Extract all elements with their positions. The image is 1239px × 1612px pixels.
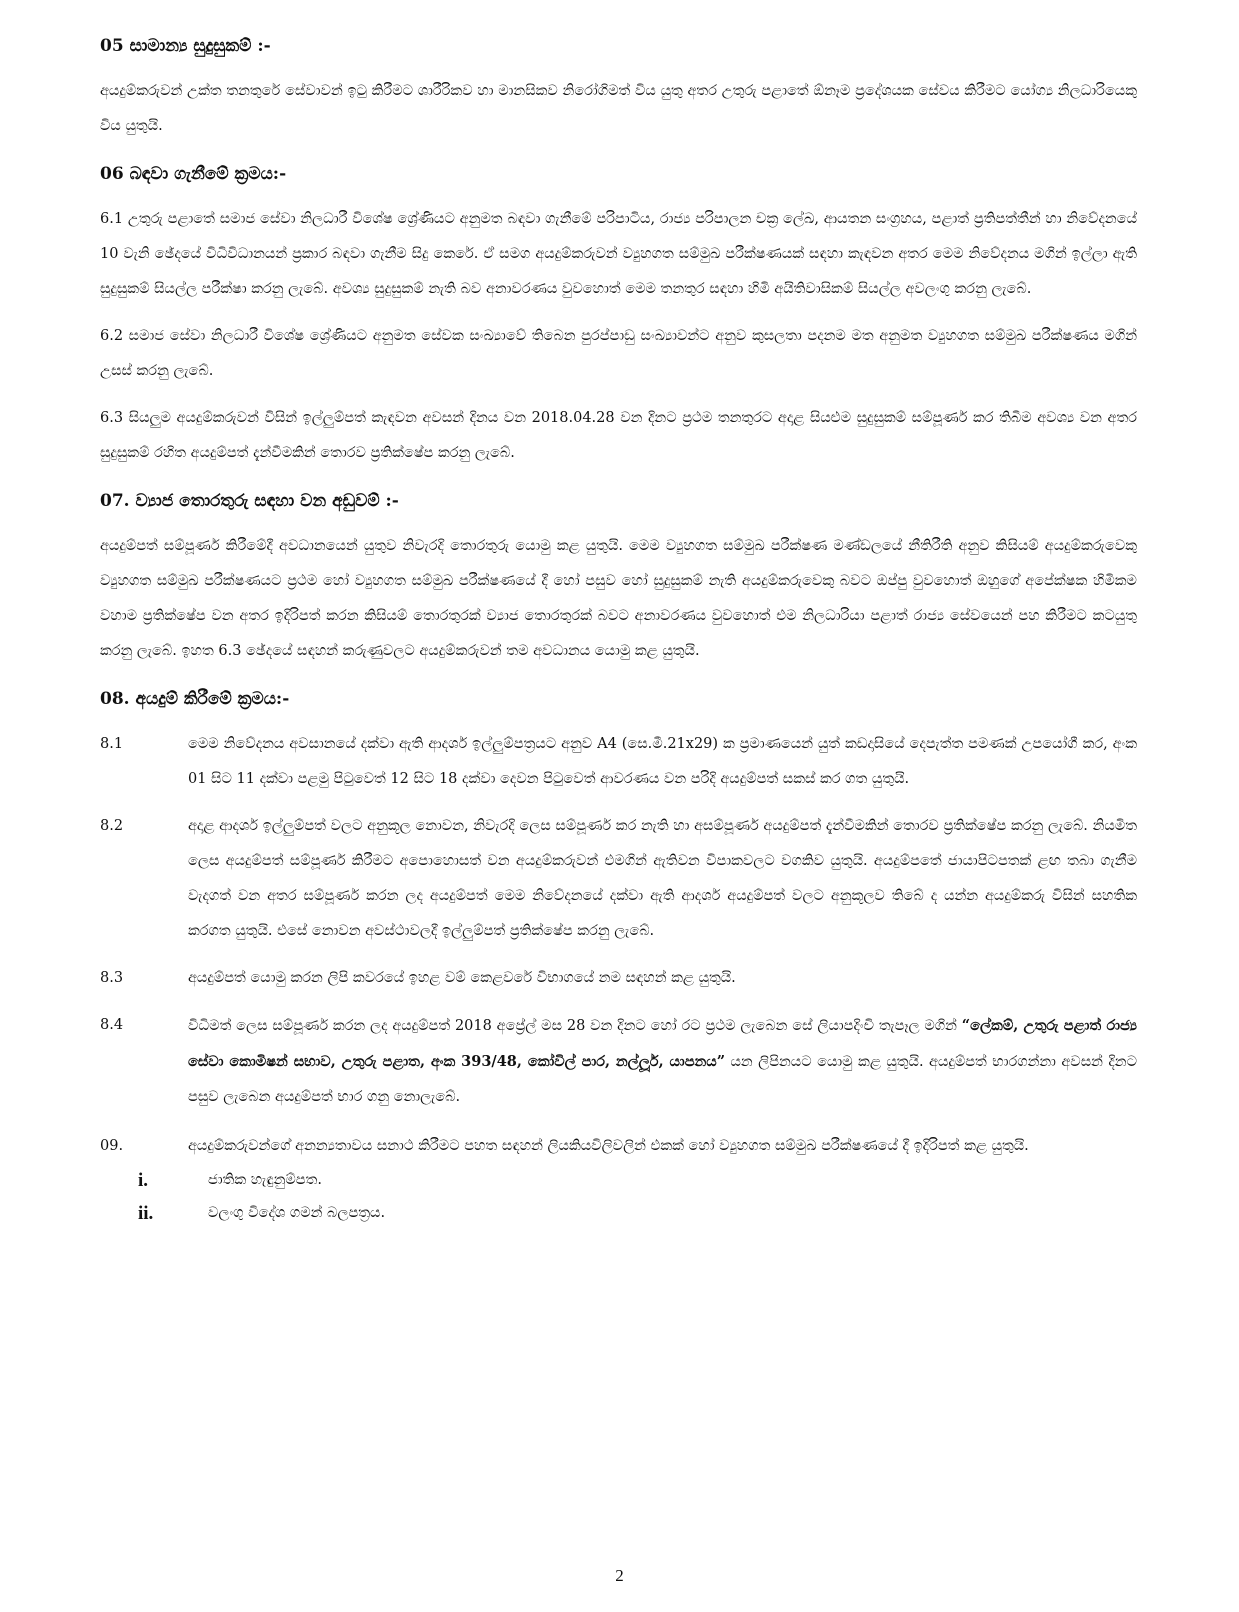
section-08-3-text: අයදුම්පත් යොමු කරන ලිපි කවරයේ ඉහළ වම් කෙළවරේ විභාගයේ නම සඳහන් කළ යුතුයි.: [188, 970, 736, 986]
section-08-4-text: [188, 1008, 1137, 1115]
section-08-1: [100, 727, 1137, 797]
section-06-2-paragraph: 6.2 සමාජ සේවා නිලධාරී විශේෂ ශ්‍රේණියට අනුමත සේවක සංඛ්‍යාවේ තිබෙන පුරප්පාඩු සංඛ්‍යාවන්ට අනුව කුසලතා පදනම මත අනුමත ව්‍යුහගත සම්මුඛ පරීක්ෂණය මගින් උසස් කරනු ලැබේ.: [100, 328, 1137, 379]
document-body: [100, 30, 1137, 1230]
section-08-3-number: 8.3: [100, 970, 124, 986]
list-item-text: ජාතික හැඳුනුම්පත.: [208, 1172, 322, 1188]
section-08-3: [100, 961, 1137, 996]
section-08-4-text-a: විධිමත් ලෙස සම්පූර්ණ කරන ලද අයදුම්පත් 2018 අප්‍රේල් මස 28 වන දිනට හෝ රට ප්‍රථම ලැබෙන සේ ලියාපදිංචි තැපෑල මගින්: [188, 1018, 962, 1034]
section-09-text: අයදුම්කරුවන්ගේ අනන්‍යතාවය සනාථ කිරීමට පහත සඳහන් ලියකියවිලිවලින් එකක් හෝ ව්‍යුහගත සම්මුඛ පරීක්ෂණයේ දී ඉදිරිපත් කළ යුතුයි.: [188, 1138, 1029, 1154]
list-item-numeral: i.: [138, 1170, 149, 1191]
section-08-4-address: “ලේකම්, උතුරු පළාත් රාජ්‍ය සේවා කොමිෂන් සභාව, උතුරු පළාත, අංක 393/48, කෝවිල් පාර, නල්ලූර්, යාපනය”: [188, 1017, 1138, 1070]
section-06-3-paragraph: 6.3 සියලුම අයදුම්කරුවන් විසින් ඉල්ලුම්පත් කැඳවන අවසන් දිනය වන 2018.04.28 වන දිනට ප්‍රථම තනතුරට අදාළ සියළුම සුදුසුකම් සම්පූර්ණ කර තිබීම අවශ්‍ය වන අතර සුදුසුකම් රහිත අයදුම්පත් දැන්වීමකින් තොරව ප්‍රතික්ෂේප කරනු ලැබේ.: [100, 410, 1137, 461]
list-item: [100, 1164, 1137, 1197]
section-08-2-text: අදාළ ආදර්ශ ඉල්ලුම්පත් වලට අනුකූල නොවන, නිවැරදි ලෙස සම්පූර්ණ කර නැති හා අසම්පූර්ණ අයදුම්පත් දැන්වීමකින් තොරව ප්‍රතික්ෂේප කරනු ලැබේ. නියමිත ලෙස අයදුම්පත් සම්පූර්ණ කිරීමට අපොහොසත් වන අයදුම්කරුවන් එමගින් ඇතිවන විපාකවලට වගකිව යුතුයි. අයදුම්පතේ ජායාපිටපතක් ළඟ තබා ගැනීම වැදගත් වන අතර සම්පූර්ණ කරන ලද අයදුම්පත් මෙම නිවේදනයේ දක්වා ඇති ආදර්ශ අයදුම්පත් වලට අනුකූලව තිබේ ද යන්න අයදුම්කරු විසින් සහතික කරගත යුතුයි. එසේ නොවන අවස්ථාවලදී ඉල්ලුම්පත් ප්‍රතික්ෂේප කරනු ලැබේ.: [188, 818, 1137, 939]
list-item-numeral: ii.: [138, 1203, 154, 1224]
section-08-4: [100, 1008, 1137, 1115]
section-08-1-text: මෙම නිවේදනය අවසානයේ දක්වා ඇති ආදර්ශ ඉල්ලුම්පත්‍රයට අනුව A4 (සෙ.මී.21x29) ක ප්‍රමාණයෙන් යුත් කඩදාසියේ දෙපැත්ත පමණක් උපයෝගී කර, අංක 01 සිට 11 දක්වා පළමු පිටුවෙත් 12 සිට 18 දක්වා දෙවන පිටුවෙත් ආවරණය වන පරිදි අයදුම්පත් සකස් කර ගත යුතුයි.: [188, 736, 1137, 787]
list-item-text: වලංගු විදේශ ගමන් බලපත්‍රය.: [208, 1205, 386, 1221]
section-09: [100, 1129, 1137, 1164]
section-06-heading: 06 බඳවා ගැනීමේ ක්‍රමය:-: [100, 164, 287, 184]
section-09-number: 09.: [100, 1138, 124, 1154]
section-08-heading: 08. අයදුම් කිරීමේ ක්‍රමය:-: [100, 689, 290, 709]
identity-documents-list: [100, 1164, 1137, 1230]
section-08-4-number: 8.4: [100, 1017, 124, 1033]
section-08-4-text-c: යන ලිපිනයට යොමු කළ යුතුයි. අයදුම්පත් භාරගන්නා අවසන් දිනට පසුව ලැබෙන අයදුම්පත් භාර ගනු නොලැබේ.: [188, 1054, 1137, 1105]
page-number: 2: [615, 1566, 624, 1585]
section-08-2: [100, 809, 1137, 949]
section-05-heading: 05 සාමාන්‍ය සුදුසුකම් :-: [100, 36, 271, 56]
section-05-paragraph: අයදුම්කරුවන් උක්ත තනතුරේ සේවාවන් ඉටු කිරීමට ශාරීරිකව හා මානසිකව නිරෝගිමත් විය යුතු අතර උතුරු පළාතේ ඕනෑම ප්‍රදේශයක සේවය කිරීමට යෝග්‍ය නිලධාරියෙකු විය යුතුයි.: [100, 83, 1137, 134]
section-08-2-number: 8.2: [100, 818, 124, 834]
section-06-1-paragraph: 6.1 උතුරු පළාතේ සමාජ සේවා නිලධාරී විශේෂ ශ්‍රේණියට අනුමත බඳවා ගැනීමේ පරිපාටිය, රාජ්‍ය පරිපාලන චක්‍ර ලේඛ, ආයතන සංග්‍රහය, පළාත් ප්‍රතිපත්තීන් හා නිවේදනයේ 10 වැනි ඡේදයේ විධිවිධානයන් ප්‍රකාර බඳවා ගැනීම සිදු කෙරේ. ඒ සමග අයදුම්කරුවන් ව්‍යුහගත සම්මුඛ පරීක්ෂණයක් සඳහා කැඳවන අතර මෙම නිවේදනය මගින් ඉල්ලා ඇති සුදුසුකම් සියල්ල පරීක්ෂා කරනු ලැබේ. අවශ්‍ය සුදුසුකම් නැති බව අනාවරණය වුවහොත් මෙම තනතුර සඳහා හිමි අයිතිවාසිකම් සියල්ල අවලංගු කරනු ලැබේ.: [100, 211, 1137, 297]
section-07-paragraph: අයදුම්පත් සම්පූර්ණ කිරීමේදී අවධානයෙන් යුතුව නිවැරදි තොරතුරු යොමු කළ යුතුයි. මෙම ව්‍යුහගත සම්මුඛ පරීක්ෂණ මණ්ඩලයේ නීතිරීති අනුව කිසියම් අයදුම්කරුවෙකු ව්‍යුහගත සම්මුඛ පරීක්ෂණයට ප්‍රථම හෝ ව්‍යුහගත සම්මුඛ පරීක්ෂණයේ දී හෝ පසුව හෝ සුදුසුකම් නැති අයදුම්කරුවෙකු බවට ඔප්පු වුවහොත් ඔහුගේ අපේක්ෂක හිමිකම වහාම ප්‍රතික්ෂේප වන අතර ඉදිරිපත් කරන කිසියම් තොරතුරක් ව්‍යාජ තොරතුරක් බවට අනාවරණය වුවහොත් එම නිලධාරියා පළාත් රාජ්‍ය සේවයෙන් පහ කිරීමට කටයුතු කරනු ලැබේ. ඉහත 6.3 ඡේදයේ සඳහන් කරුණුවලට අයදුම්කරුවන් තම අවධානය යොමු කළ යුතුයි.: [100, 538, 1137, 659]
list-item: [100, 1197, 1137, 1230]
section-08-1-number: 8.1: [100, 736, 124, 752]
section-07-heading: 07. ව්‍යාජ තොරතුරු සඳහා වන අඩුවම් :-: [100, 491, 399, 511]
